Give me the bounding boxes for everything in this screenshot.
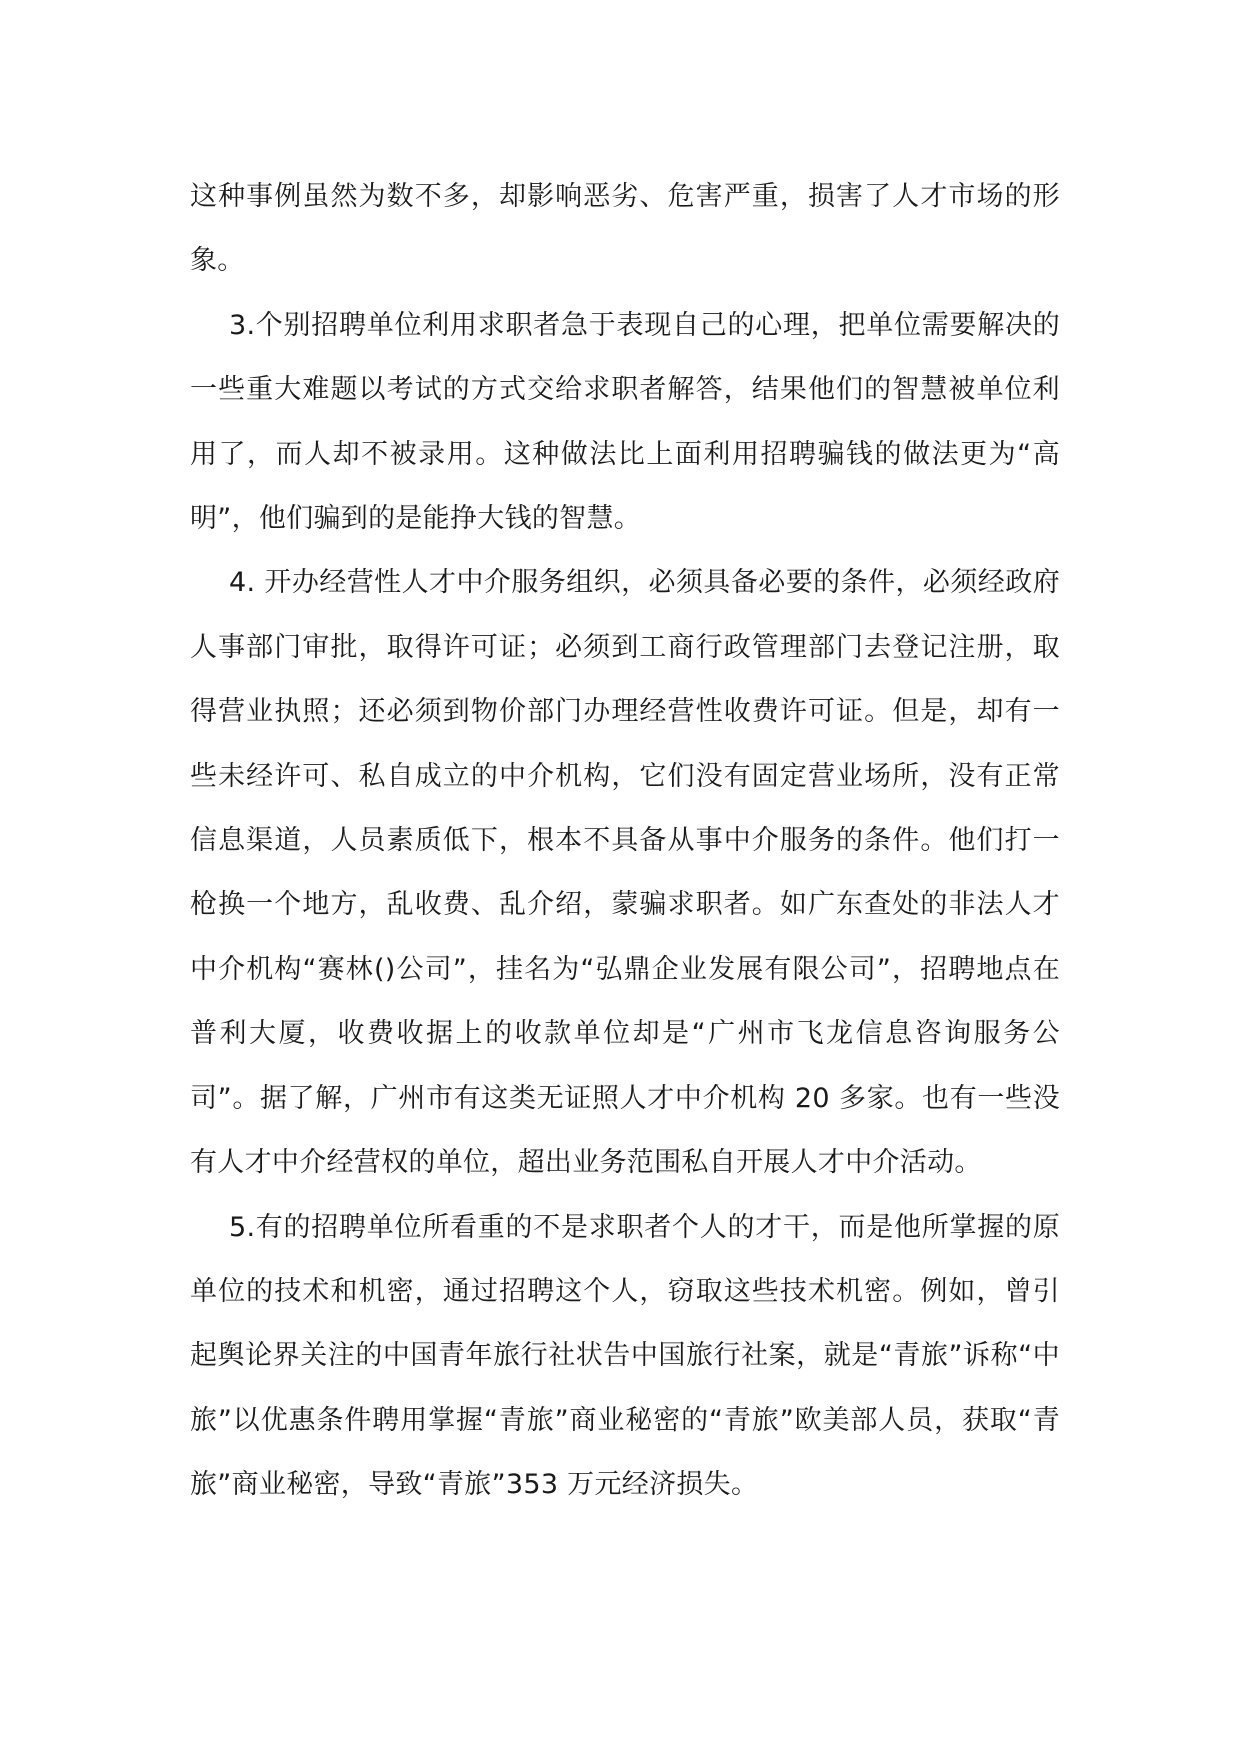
paragraph-1: 这种事例虽然为数不多，却影响恶劣、危害严重，损害了人才市场的形象。 bbox=[190, 181, 1060, 277]
paragraph-3: 4. 开办经营性人才中介服务组织，必须具备必要的条件，必须经政府人事部门审批，取得许可证；必须到工商行政管理部门去登记注册，取得营业执照；还必须到物价部门办理经营性收费许可证。但是，却有一些未经许可、私自成立的中介机构，它们没有固定营业场所，没有正常信息渠道，人员素质低下，根本不具备从事中介服务的条件。他们打一枪换一个地方，乱收费、乱介绍，蒙骗求职者。如广东查处的非法人才中介机构“赛林()公司”，挂名为“弘鼎企业发展有限公司”，招聘地点在普利大厦，收费收据上的收款单位却是“广州市飞龙信息咨询服务公司”。据了解，广州市有这类无证照人才中介机构 20 多家。也有一些没有人才中介经营权的单位，超出业务范围私自开展人才中介活动。 bbox=[190, 567, 1060, 1179]
paragraph-2: 3.个别招聘单位利用求职者急于表现自己的心理，把单位需要解决的一些重大难题以考试的方式交给求职者解答，结果他们的智慧被单位利用了，而人却不被录用。这种做法比上面利用招聘骗钱的做法更为“高明”，他们骗到的是能挣大钱的智慧。 bbox=[190, 309, 1060, 535]
document-page bbox=[190, 165, 1060, 1518]
paragraph-4: 5.有的招聘单位所看重的不是求职者个人的才干，而是他所掌握的原单位的技术和机密，通过招聘这个人，窃取这些技术机密。例如，曾引起舆论界关注的中国青年旅行社状告中国旅行社案，就是“青旅”诉称“中旅”以优惠条件聘用掌握“青旅”商业秘密的“青旅”欧美部人员，获取“青旅”商业秘密，导致“青旅”353 万元经济损失。 bbox=[190, 1211, 1061, 1501]
